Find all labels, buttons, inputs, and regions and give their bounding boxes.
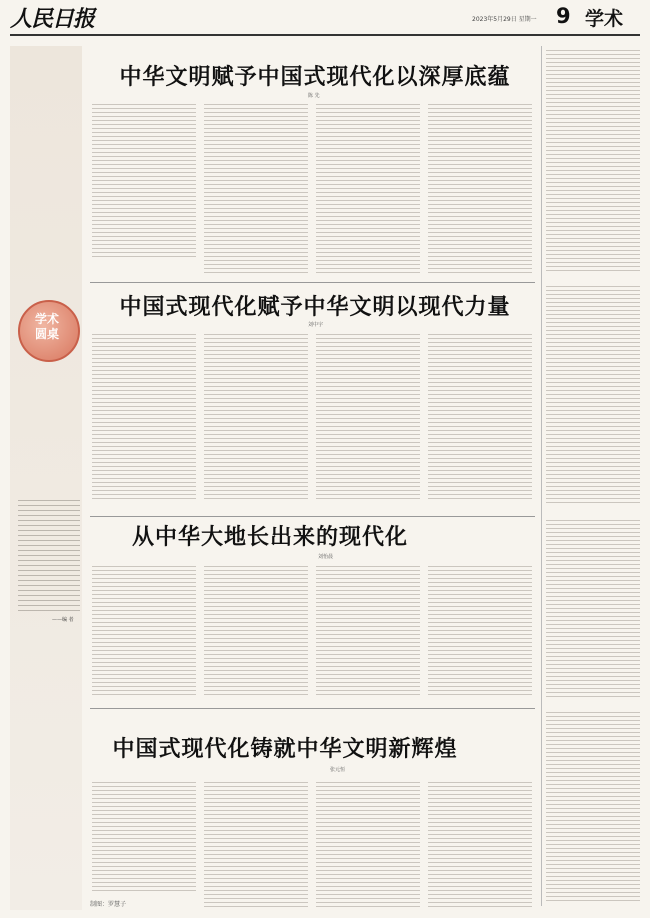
divider-1: [90, 282, 535, 283]
article-2-author: 刘中宇: [308, 322, 324, 328]
article-4-author: 张元恒: [330, 767, 346, 773]
article-2-col-1: [92, 334, 196, 502]
article-1-col-2: [204, 104, 308, 274]
masthead: [0, 0, 650, 40]
newspaper-logo: 人民日报: [10, 6, 95, 32]
article-1-col-3: [316, 104, 420, 274]
dateline: 2023年5月29日 星期一: [472, 16, 537, 23]
article-1-author: 陈 先: [308, 93, 320, 99]
divider-2: [90, 516, 535, 517]
article-3-col-1: [92, 566, 196, 696]
article-4-col-4: [428, 782, 532, 908]
article-3-col-4: [428, 566, 532, 696]
article-2-col-4: [428, 334, 532, 502]
article-4-continuation: [546, 712, 640, 904]
page-number: 9: [556, 4, 571, 28]
article-4-title: 中国式现代化铸就中华文明新辉煌: [112, 736, 458, 762]
left-sidebar: [10, 46, 82, 910]
editor-note-sign: ——编 者: [52, 617, 74, 623]
article-1-continuation: [546, 50, 640, 272]
section-title: 学术: [585, 8, 624, 30]
emblem-line-2: 圆桌: [34, 327, 59, 341]
column-rule: [541, 46, 542, 906]
article-4-col-1: [92, 782, 196, 894]
emblem-line-1: 学术: [34, 312, 59, 326]
article-3-col-2: [204, 566, 308, 696]
article-2-col-2: [204, 334, 308, 502]
roundtable-emblem-label: [26, 312, 68, 342]
article-1-col-1: [92, 104, 196, 260]
article-3-author: 刘怡晨: [318, 554, 334, 560]
editor-credit: 制图：罗慧子: [90, 901, 127, 908]
article-2-continuation: [546, 286, 640, 506]
header-rule: [10, 34, 640, 36]
editor-note-text: [18, 500, 80, 612]
article-1-title: 中华文明赋予中国式现代化以深厚底蕴: [119, 64, 511, 90]
divider-3: [90, 708, 535, 709]
article-3-title: 从中华大地长出来的现代化: [131, 524, 408, 550]
article-4-col-2: [204, 782, 308, 908]
article-3-col-3: [316, 566, 420, 696]
article-3-continuation: [546, 520, 640, 698]
article-1-col-4: [428, 104, 532, 274]
article-2-col-3: [316, 334, 420, 502]
article-2-title: 中国式现代化赋予中华文明以现代力量: [119, 294, 511, 320]
article-4-col-3: [316, 782, 420, 908]
